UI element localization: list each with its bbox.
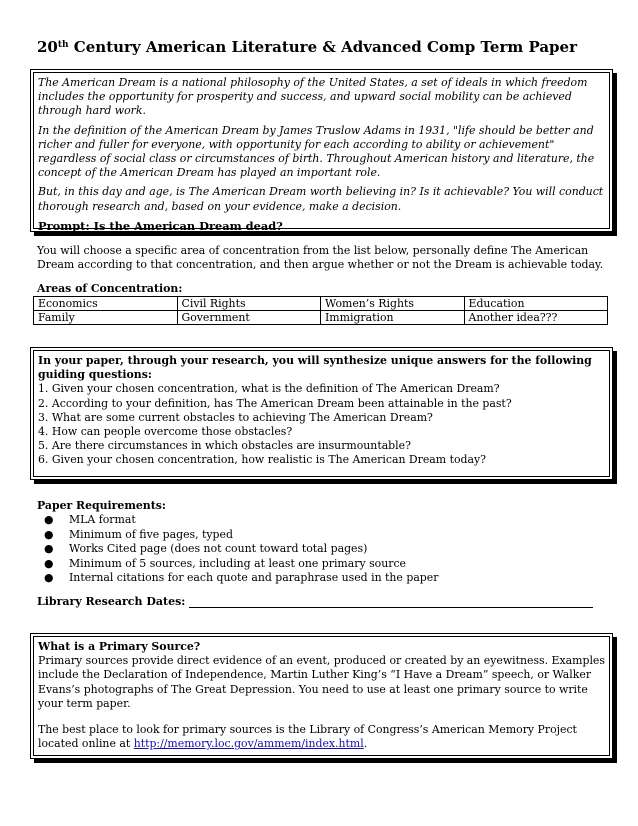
prompt: Prompt: Is the American Dream dead? xyxy=(38,218,283,233)
table-cell: Education xyxy=(464,297,608,311)
blank-line xyxy=(189,596,593,608)
requirements-list xyxy=(37,513,629,586)
requirements-heading: Paper Requirements: xyxy=(37,499,166,512)
question-item: 6. Given your chosen concentration, how realistic is The American Dream today? xyxy=(38,453,486,467)
table-cell: Women’s Rights xyxy=(321,297,465,311)
bullet-icon: ● xyxy=(44,571,54,585)
list-item: ● Works Cited page (does not count toward total pages) xyxy=(44,542,368,556)
intro-paragraph-1: The American Dream is a national philosophy of the United States, a set of ideals in which freedom includes the opportunity for prosperity and success, and upward social mobility can be achieved through hard work. xyxy=(38,76,588,118)
intro-box xyxy=(33,72,610,233)
primary-heading: What is a Primary Source? xyxy=(38,640,201,653)
table-cell: Civil Rights xyxy=(177,297,321,311)
table-cell: Immigration xyxy=(321,311,465,325)
primary-body: Primary sources provide direct evidence of an event, produced or created by an eyewitness. Examples include the Declaration of Independence, Martin Luther King’s “I Have a Dream” speech, or Walker Evans’s photographs of The Great Depression. You need to use at least one primary source to write your term paper. xyxy=(38,654,605,710)
areas-table xyxy=(33,296,608,325)
primary-source-box xyxy=(33,636,610,756)
areas-heading: Areas of Concentration: xyxy=(37,282,183,295)
instructions-paragraph: You will choose a specific area of concentration from the list below, personally define The American Dream according to that concentration, and then argue whether or not the Dream is achievable today. xyxy=(37,244,604,272)
title-prefix: 20 xyxy=(37,38,58,56)
question-item: 1. Given your chosen concentration, what is the definition of The American Dream? xyxy=(38,382,500,396)
memory-project-link[interactable]: http://memory.loc.gov/ammem/index.html xyxy=(133,737,364,751)
questions-box xyxy=(33,350,610,477)
title-rest: Century American Literature & Advanced Comp Term Paper xyxy=(68,38,577,56)
intro-paragraph-2: In the definition of the American Dream by James Truslow Adams in 1931, "life should be better and richer and fuller for everyone, with opportunity for each according to ability or achievement" regardless of social class or circumstances of birth. Throughout American history and literature, the concept of the American Dream has played an important role. xyxy=(38,123,595,180)
table-cell: Family xyxy=(34,311,178,325)
library-dates xyxy=(37,595,607,608)
list-item: ● Internal citations for each quote and paraphrase used in the paper xyxy=(44,571,439,585)
table-cell: Government xyxy=(177,311,321,325)
page-title xyxy=(37,38,607,56)
title-superscript: th xyxy=(57,40,69,50)
table-row xyxy=(34,311,608,325)
question-item: 2. According to your definition, has The American Dream been attainable in the past? xyxy=(38,396,512,410)
library-label: Library Research Dates: xyxy=(37,595,186,608)
question-item: 5. Are there circumstances in which obstacles are insurmountable? xyxy=(38,439,411,453)
bullet-icon: ● xyxy=(44,513,54,526)
table-row xyxy=(34,297,608,311)
table-cell: Another idea??? xyxy=(464,311,608,325)
bullet-icon: ● xyxy=(44,527,54,541)
list-item: ● Minimum of five pages, typed xyxy=(44,527,233,541)
table-cell: Economics xyxy=(34,297,178,311)
questions-lead: In your paper, through your research, you will synthesize unique answers for the following guiding questions: xyxy=(38,354,592,382)
primary-body-2: The best place to look for primary sources is the Library of Congress’s American Memory Project located online at http://memory.loc.gov/ammem/index.html. xyxy=(38,723,577,751)
question-item: 3. What are some current obstacles to achieving The American Dream? xyxy=(38,410,433,424)
list-item: ● MLA format xyxy=(44,513,136,526)
bullet-icon: ● xyxy=(44,542,54,556)
bullet-icon: ● xyxy=(44,556,54,570)
question-item: 4. How can people overcome those obstacles? xyxy=(38,425,293,439)
intro-paragraph-3: But, in this day and age, is The American Dream worth believing in? Is it achievable? You will conduct thorough research and, based on your evidence, make a decision. xyxy=(38,185,604,213)
list-item: ● Minimum of 5 sources, including at least one primary source xyxy=(44,556,406,570)
